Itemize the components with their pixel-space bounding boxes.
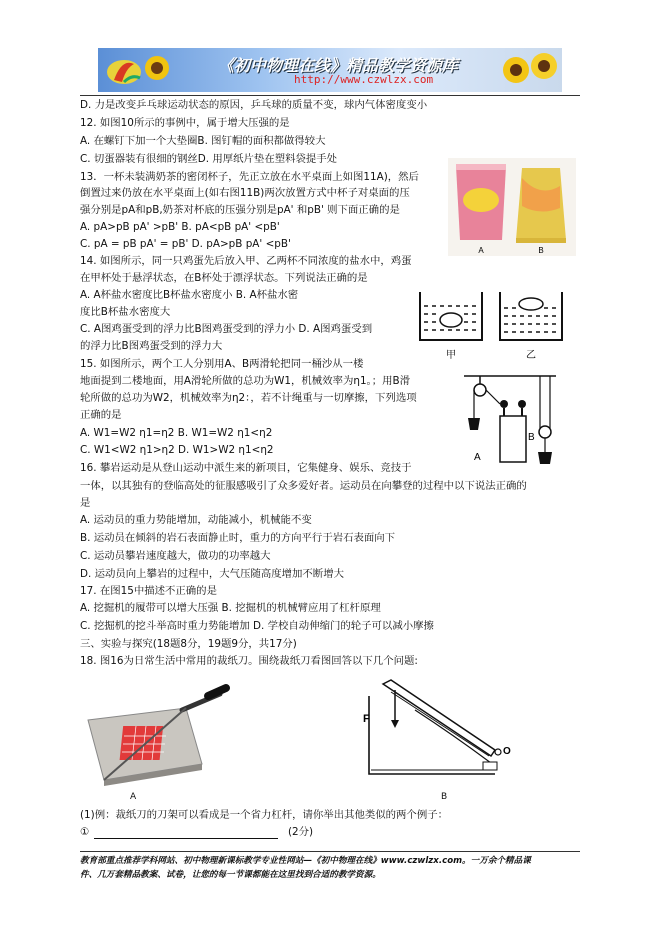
force-label: F bbox=[363, 713, 370, 725]
answer-blank-1[interactable] bbox=[94, 838, 278, 839]
figure-16a-paper-cutter bbox=[82, 680, 232, 790]
text-line: C. 运动员攀岩速度越大，做功的功率越大 bbox=[80, 550, 271, 562]
egg-label-yi: 乙 bbox=[526, 350, 536, 361]
text-line: A. A杯盐水密度比B杯盐水密度小 B. A杯盐水密 bbox=[80, 289, 299, 301]
figure-pulleys bbox=[460, 370, 560, 470]
text-line: C. pA = pB pA' = pB' D. pA>pB pA' <pB' bbox=[80, 238, 291, 250]
text-line: 12. 如图10所示的事例中，属于增大压强的是 bbox=[80, 117, 290, 129]
text-line: 15. 如图所示，两个工人分别用A、B两滑轮把同一桶沙从一楼 bbox=[80, 358, 364, 370]
fig16-label-a: A bbox=[130, 792, 137, 802]
text-line: 的浮力比B图鸡蛋受到的浮力大 bbox=[80, 340, 223, 352]
q18-item1-num: ① bbox=[80, 826, 90, 838]
text-line: 13．一杯未装满奶茶的密闭杯子，先正立放在水平桌面上如图11A)，然后 bbox=[80, 171, 419, 183]
text-line: 18. 图16为日常生活中常用的裁纸刀。围绕裁纸刀看图回答以下几个问题: bbox=[80, 655, 418, 667]
footer-rule bbox=[80, 851, 580, 852]
text-line: 三、实验与探究(18题8分，19题9分，共17分) bbox=[80, 638, 297, 650]
header-rule bbox=[80, 95, 580, 96]
text-line: 度比B杯盐水密度大 bbox=[80, 306, 171, 318]
q18-sub1: (1)例：裁纸刀的刀架可以看成是一个省力杠杆，请你举出其他类似的两个例子： bbox=[80, 809, 448, 821]
banner-title: 《初中物理在线》精品教学资源库 bbox=[218, 56, 459, 75]
fig11-label-b: B bbox=[538, 246, 544, 255]
text-line: C. 挖掘机的挖斗举高时重力势能增加 D. 学校自动伸缩门的轮子可以减小摩擦 bbox=[80, 620, 434, 632]
pulley-label-b: B bbox=[528, 432, 535, 443]
text-line: C. A图鸡蛋受到的浮力比B图鸡蛋受到的浮力小 D. A图鸡蛋受到 bbox=[80, 323, 373, 335]
sunflower-left-icon bbox=[142, 48, 172, 92]
fig11-label-a: A bbox=[478, 246, 484, 255]
fig16-label-b: B bbox=[441, 792, 448, 802]
banner-url[interactable]: http://www.czwlzx.com bbox=[294, 73, 434, 86]
text-line: D. 运动员向上攀岩的过程中，大气压随高度增加不断增大 bbox=[80, 568, 344, 580]
text-line: A. 在螺钉下加一个大垫圈B. 图钉帽的面积都做得较大 bbox=[80, 135, 326, 147]
q18-item1-points: (2分) bbox=[288, 826, 314, 838]
egg-label-jia: 甲 bbox=[446, 350, 456, 361]
text-line: 倒置过来仍放在水平桌面上(如右图11B)两次放置方式中杯子对桌面的压 bbox=[80, 187, 410, 199]
text-line: 16. 攀岩运动是从登山运动中派生来的新项目，它集健身、娱乐、竞技于 bbox=[80, 462, 412, 474]
text-line: A. pA>pB pA' >pB' B. pA<pB pA' <pB' bbox=[80, 221, 280, 233]
text-line: A. 运动员的重力势能增加，动能减小，机械能不变 bbox=[80, 514, 312, 526]
footer-line-2: 件、几万套精品教案、试卷，让您的每一节课都能在这里找到合适的教学资源。 bbox=[80, 870, 381, 880]
text-line: 14. 如图所示，同一只鸡蛋先后放入甲、乙两杯不同浓度的盐水中，鸡蛋 bbox=[80, 255, 412, 267]
text-line: 是 bbox=[80, 497, 91, 509]
logo-icon bbox=[104, 52, 144, 88]
text-line: A. W1=W2 η1=η2 B. W1=W2 η1<η2 bbox=[80, 427, 273, 439]
figure-11-cups bbox=[448, 158, 576, 256]
text-line: A. 挖掘机的履带可以增大压强 B. 挖掘机的机械臂应用了杠杆原理 bbox=[80, 602, 381, 614]
text-line: 正确的是 bbox=[80, 409, 122, 421]
text-line: 17. 在图15中描述不正确的是 bbox=[80, 585, 217, 597]
text-line: 地面提到二楼地面，用A滑轮所做的总功为W1，机械效率为η1。；用B滑 bbox=[80, 375, 411, 387]
text-line: 在甲杯处于悬浮状态，在B杯处于漂浮状态。下列说法正确的是 bbox=[80, 272, 368, 284]
text-line: 强分别是pA和pB,奶茶对杯底的压强分别是pA' 和pB' 则下面正确的是 bbox=[80, 204, 400, 216]
sunflowers-right-icon bbox=[498, 48, 562, 92]
figure-eggs-beakers bbox=[414, 288, 570, 362]
text-line: C. 切蛋器装有很细的钢丝D. 用厚纸片垫在塑料袋提手处 bbox=[80, 153, 338, 165]
text-line: 轮所做的总功为W2，机械效率为η2：，若不计绳重与一切摩擦，下列选项 bbox=[80, 392, 417, 404]
pulley-label-a: A bbox=[474, 452, 481, 463]
figure-16b-lever bbox=[355, 676, 525, 791]
pivot-label: O bbox=[503, 746, 511, 757]
footer-line-1: 教育部重点推荐学科网站、初中物理新课标教学专业性网站—《初中物理在线》www.czwlzx.com。一万余个精品课 bbox=[80, 856, 531, 866]
text-line: 一体，以其独有的登临高处的征服感吸引了众多爱好者。运动员在向攀登的过程中以下说法正确的 bbox=[80, 480, 527, 492]
text-line: B. 运动员在倾斜的岩石表面静止时，重力的方向平行于岩石表面向下 bbox=[80, 532, 396, 544]
header-banner bbox=[98, 48, 562, 92]
text-line: D. 力是改变乒乓球运动状态的原因，乒乓球的质量不变，球内气体密度变小 bbox=[80, 99, 428, 111]
text-line: C. W1<W2 η1>η2 D. W1>W2 η1<η2 bbox=[80, 444, 274, 456]
